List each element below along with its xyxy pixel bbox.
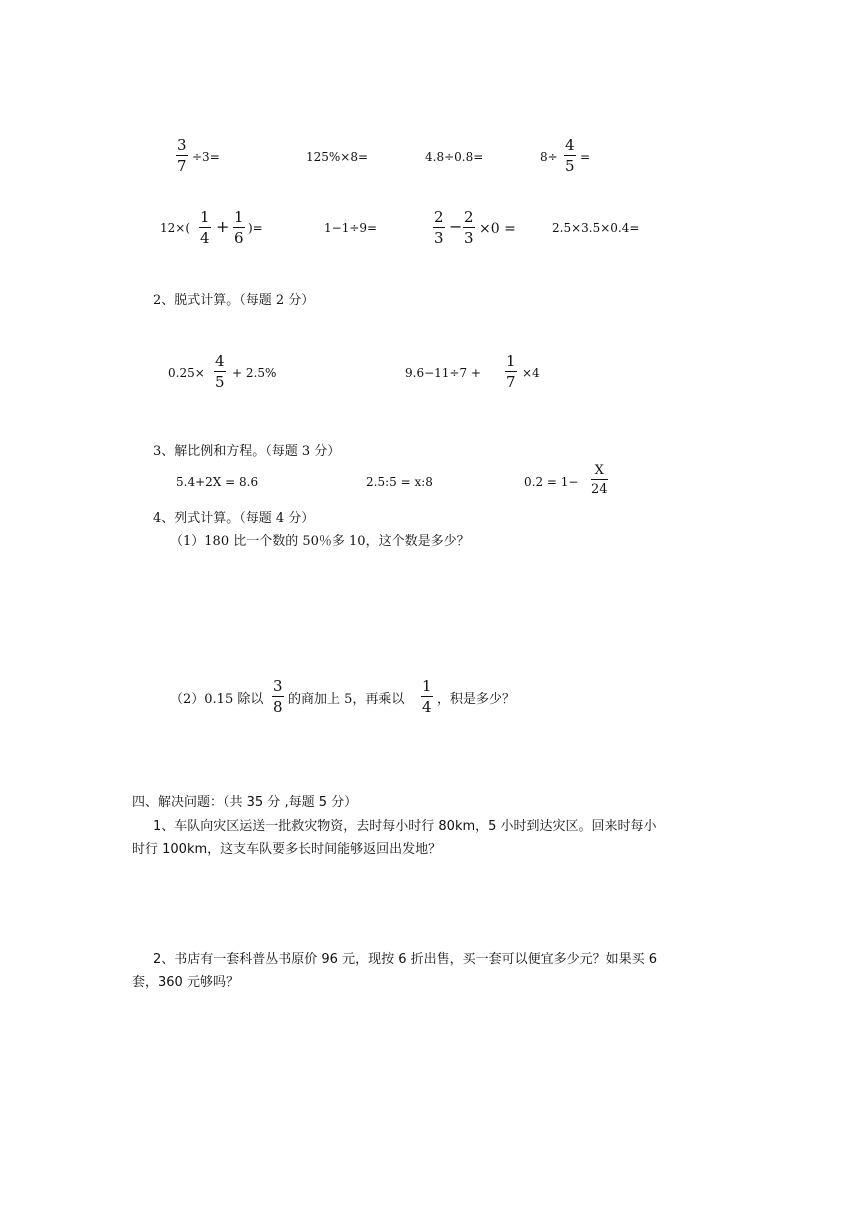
section2-expr1-tail: + 2.5%: [232, 366, 277, 380]
numerator: 2: [434, 208, 444, 226]
denominator: 3: [434, 229, 444, 247]
row1-expr-d-tail: =: [580, 150, 591, 164]
fraction-3-8: [272, 679, 284, 715]
equation-2: 2.5:5 = x:8: [366, 475, 433, 489]
denominator: 5: [215, 373, 225, 391]
plus-sign: +: [216, 217, 230, 236]
fraction-3-7: [176, 138, 188, 174]
numerator: 4: [215, 352, 225, 370]
problem-1-line-2: 时行 100km，这支车队要多长时间能够返回出发地？: [132, 842, 442, 857]
fraction-x-24: [591, 464, 608, 496]
fraction-1-6: [233, 210, 245, 246]
fraction-2-3-first: [433, 210, 445, 246]
fraction-4-5: [564, 138, 576, 174]
fraction-1-7: [505, 354, 517, 390]
row2-expr-d: 2.5×3.5×0.4=: [552, 221, 640, 235]
fraction-1-4: [421, 679, 433, 715]
section4-question-1: （1）180 比一个数的 50％多 10，这个数是多少？: [170, 534, 470, 549]
numerator: 1: [422, 677, 432, 695]
denominator: 3: [464, 229, 474, 247]
equation-1: 5.4+2X = 8.6: [176, 475, 259, 489]
row1-expr-b: 125%×8=: [306, 150, 369, 164]
problem-1-line-1: 1、车队向灾区运送一批救灾物资，去时每小时行 80km，5 小时到达灾区。回来时每小: [153, 819, 657, 834]
numerator: 3: [177, 136, 187, 154]
part4-heading: 四、解决问题：（共 35 分 ,每题 5 分）: [132, 795, 358, 810]
numerator: 2: [464, 208, 474, 226]
minus-sign: −: [449, 217, 463, 236]
row1-expr-a-tail: ÷3=: [192, 150, 220, 164]
section2-expr2-tail: ×4: [522, 366, 540, 380]
numerator: 3: [273, 677, 283, 695]
row2-expr-a-head: 12×(: [160, 221, 191, 235]
denominator: 5: [565, 157, 575, 175]
fraction-1-4: [199, 210, 211, 246]
numerator: 1: [234, 208, 244, 226]
section4-question-2-a: （2）0.15 除以: [170, 692, 264, 707]
equation-3-head: 0.2 = 1−: [524, 475, 579, 489]
section2-heading: 2、脱式计算。（每题 2 分）: [153, 293, 315, 308]
denominator: 4: [422, 698, 432, 716]
denominator: 4: [200, 229, 210, 247]
section4-question-2-c: ，积是多少？: [437, 692, 516, 707]
numerator: X: [594, 463, 604, 478]
section2-expr2-head: 9.6−11÷7 +: [405, 366, 481, 380]
section3-heading: 3、解比例和方程。（每题 3 分）: [153, 444, 341, 459]
denominator: 24: [591, 482, 608, 497]
row1-expr-d-head: 8÷: [540, 150, 558, 164]
section2-expr1-head: 0.25×: [168, 366, 205, 380]
section4-question-2-b: 的商加上 5，再乘以: [288, 692, 405, 707]
problem-2-line-2: 套，360 元够吗？: [132, 975, 239, 990]
fraction-2-3-second: [463, 210, 475, 246]
denominator: 7: [506, 373, 516, 391]
denominator: 7: [177, 157, 187, 175]
numerator: 4: [565, 136, 575, 154]
row1-expr-c: 4.8÷0.8=: [425, 150, 484, 164]
numerator: 1: [506, 352, 516, 370]
numerator: 1: [200, 208, 210, 226]
section4-heading: 4、列式计算。（每题 4 分）: [153, 511, 315, 526]
denominator: 6: [234, 229, 244, 247]
row2-expr-a-tail: )=: [248, 221, 263, 235]
row2-expr-b: 1−1÷9=: [324, 221, 378, 235]
denominator: 8: [273, 698, 283, 716]
fraction-4-5: [214, 354, 226, 390]
row2-expr-c-tail: ×0 =: [479, 221, 516, 237]
problem-2-line-1: 2、书店有一套科普丛书原价 96 元，现按 6 折出售，买一套可以便宜多少元？如果买 6: [153, 952, 658, 967]
